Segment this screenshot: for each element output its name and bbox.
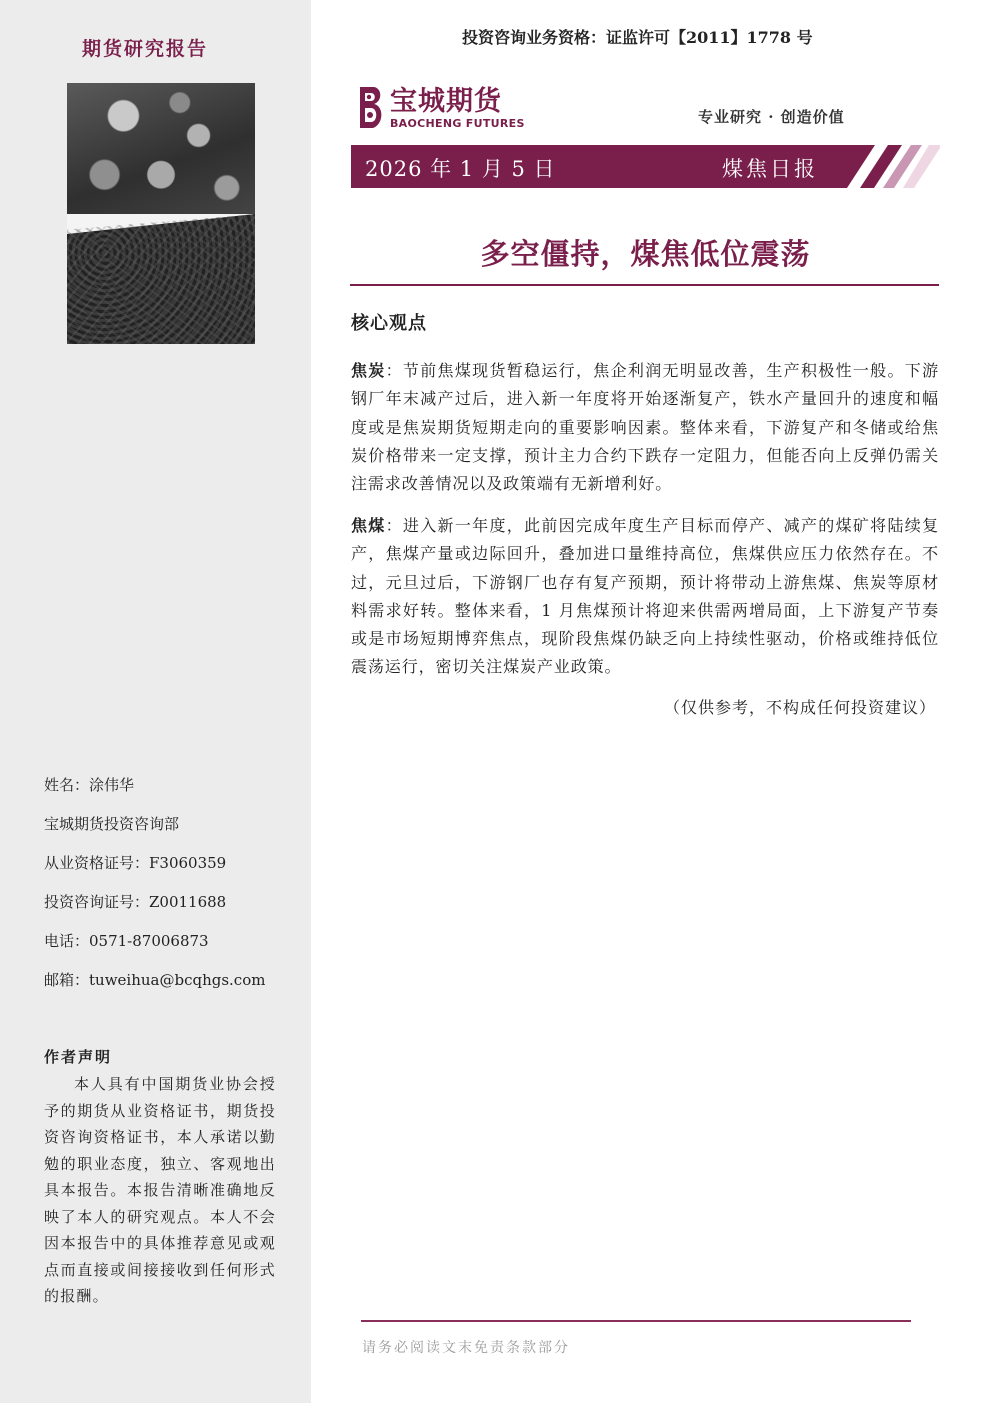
coal-photo-top — [67, 83, 255, 214]
report-category-title: 期货研究报告 — [82, 38, 209, 60]
paragraph-lead: 焦煤 — [351, 516, 386, 535]
author-info — [44, 766, 265, 1000]
coal-photo-bottom — [67, 214, 255, 344]
slogan: 专业研究 · 创造价值 — [698, 108, 845, 126]
headline-divider — [350, 284, 939, 286]
author-name: 姓名：涂伟华 — [44, 776, 135, 794]
footer-divider — [361, 1320, 911, 1322]
license-line: 投资咨询业务资格：证监许可【2011】1778 号 — [462, 28, 813, 47]
author-qualification-id: 从业资格证号：F3060359 — [44, 854, 227, 872]
logo-english-name: BAOCHENG FUTURES — [390, 116, 525, 130]
paragraph-lead: 焦炭 — [351, 361, 386, 380]
paragraph-coking-coal — [351, 512, 939, 682]
declaration-title: 作者声明 — [44, 1048, 113, 1066]
declaration-text: 本人具有中国期货业协会授予的期货从业资格证书，期货投资咨询资格证书，本人承诺以勤勉的职业态度，独立、客观地出具本报告。本报告清晰准确地反映了本人的研究观点。本人不会因本报告中的具体推荐意见或观点而直接或间接接收到任何形式的报酬。 — [44, 1075, 276, 1305]
footer-note: 请务必阅读文末免责条款部分 — [362, 1340, 570, 1356]
sidebar — [0, 0, 311, 1403]
section-title: 核心观点 — [351, 313, 427, 334]
paragraph-coke — [351, 357, 939, 498]
report-date: 2026 年 1 月 5 日 — [365, 157, 556, 181]
logo-chinese-name: 宝城期货 — [390, 85, 502, 117]
author-department: 宝城期货投资咨询部 — [44, 815, 180, 833]
disclaimer: （仅供参考，不构成任何投资建议） — [663, 698, 936, 717]
report-headline: 多空僵持，煤焦低位震荡 — [480, 237, 811, 271]
author-phone: 电话：0571-87006873 — [44, 932, 209, 950]
author-consult-id: 投资咨询证号：Z0011688 — [44, 893, 227, 911]
paragraph-body: ：进入新一年度，此前因完成年度生产目标而停产、减产的煤矿将陆续复产，焦煤产量或边际回升，叠加进口量维持高位，焦煤供应压力依然存在。不过，元旦过后，下游钢厂也存有复产预期，预计将带动上游焦煤、焦炭等原材料需求好转。整体来看，1 月焦煤预计将迎来供需两增局面，上下游复产节奏或是市场短期博弈焦点，现阶段焦煤仍缺乏向上持续性驱动，价格或维持低位震荡运行，密切关注煤炭产业政策。 — [351, 516, 939, 677]
company-logo — [356, 84, 525, 132]
paragraph-body: ：节前焦煤现货暂稳运行，焦企利润无明显改善，生产积极性一般。下游钢厂年末减产过后，进入新一年度将开始逐渐复产，铁水产量回升的速度和幅度或是焦炭期货短期走向的重要影响因素。整体来看，下游复产和冬储或给焦炭价格带来一定支撑，预计主力合约下跌存一定阻力，但能否向上反弹仍需关注需求改善情况以及政策端有无新增利好。 — [351, 361, 939, 494]
logo-mark-icon — [356, 84, 386, 132]
author-email: 邮箱：tuweihua@bcqhgs.com — [44, 971, 266, 989]
report-type: 煤焦日报 — [722, 157, 818, 181]
